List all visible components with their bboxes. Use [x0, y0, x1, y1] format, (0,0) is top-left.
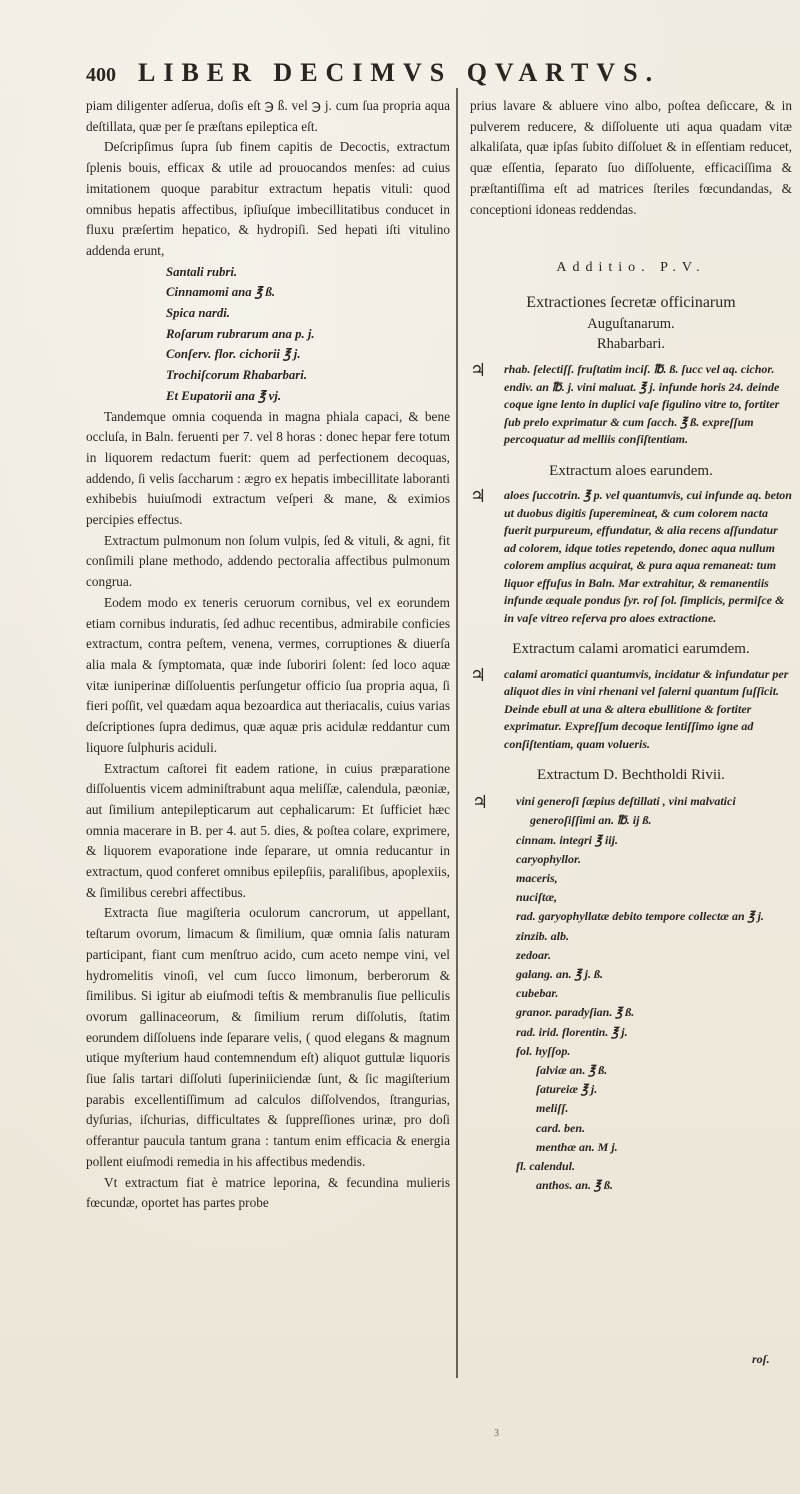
recipe-text: rhab. ſelectiſſ. fruſtatim inciſ. ℔. ß. ſucc vel aq. cichor. endiv. an ℔. j. vini maluat. ℥ j. infunde horis 24. deinde coque igne lento in duplici vaſe figulino vitre to, fortiter ſub prelo exprimatur & cum ſacch. ℥ ß. expreſſum percoquatur ad melliis conſiſtentiam.: [504, 362, 780, 447]
recipe-block: [470, 666, 792, 754]
recipe-line: rad. garyophyllatæ debito tempore collectæ an ℥ j.: [516, 909, 764, 924]
recipe-line: generoſiſſimi an. ℔. ij ß.: [530, 813, 652, 828]
paragraph: Eodem modo ex teneris ceruorum cornibus, vel ex eorundem etiam cornibus induratis, ſed adhuc recentibus, admirabile conficies extractum, contra peſtem, venena, vermes, corruptiones & diuerſa alia mala & ſymptomata, quæ inde ſuboriri ſolent: ſed loco aquæ vitæ iuniperinæ diſſoluentis perſungetur officio ſua propria aqua, ſi fieri poſſit, vel quædam aqua bezoardica aut theriacalis, cuius varias deſcriptiones ſupra dedimus, quæ aquæ pris acidulæ reddantur cum liquore ſulphuris aciduli.: [86, 594, 450, 755]
paragraph: Extracta ſiue magiſteria oculorum cancrorum, ut appellant, teſtarum ovorum, limacum & ſimilium, quæ omnia ſalis naturam participant, fiant cum menſtruo acido, cum aceto nempe vini, vel hydromelitis vinoſi, vel cum ſucco limonum, berberorum & ſimilibus. Si igitur ab eiuſmodi teſtis & membranulis ſiue pelliculis ovorum gallinaceorum, & ſimilium rerum diſſolutis, ſtatim eorundem diſſoluens inde ſeparare velis, ( quod elegans & magnum utique myſterium haud contemnendum eſt) aliquot guttulæ liquoris ſiue ſalis tartari diſſoluti ſuperiniiciendæ ſunt, & ſic magiſterium parabis excellentiſſimum ad calculos diſſolvendos, ſtrangurias, dyſurias, iſchurias, difficultates & ſuppreſſiones urinæ, pro doſi offerantur paucula tantum grana : tantum enim efficacia & energia pollent eiuſmodi remedia in his affectibus medendis.: [86, 905, 450, 1169]
ingredient-line: Santali rubri.: [166, 264, 238, 279]
recipe-line: granor. paradyſian. ℥ ß.: [516, 1005, 635, 1020]
ingredient-line: Conſerv. flor. cichorii ℥ j.: [166, 347, 301, 362]
recipe-line: galang. an. ℥ j. ß.: [516, 966, 603, 981]
catchword: roſ.: [752, 1352, 770, 1366]
ingredient-line: Spica nardi.: [166, 306, 230, 321]
recipe-line: cinnam. integri ℥ iij.: [516, 832, 618, 847]
paragraph: Extractum caſtorei fit eadem ratione, in cuius præparatione diſſoluentis vicem adminiſtrabunt aqua meliſſæ, calendula, pæoniæ, aut ſimilium antepilepticarum aut cephalicarum: Et ſufficiet hæc omnia macerare in B. per 4. aut 5. dies, & poſtea colare, exprimere, & liquorem evaporatione inde ſeparare, ut omnia reducantur in extractum, quod conferet omnibus epilepſiis, paraliſibus, apoplexiis, & ſimilibus cerebri affectibus.: [86, 760, 450, 900]
recipe-line: nuciſtæ,: [516, 890, 558, 905]
paragraph: piam diligenter adſerua, doſis eſt ℈ ß. vel ℈ j. cum ſua propria aqua deſtillata, quæ per ſe præſtans epileptica eſt.: [86, 98, 450, 134]
recipe-block: [470, 487, 792, 627]
section-title: Extractum aloes earundem.: [549, 462, 713, 479]
ingredient-line: Trochiſcorum Rhabarbari.: [166, 368, 308, 383]
recipe-sign-icon: ♃: [470, 486, 487, 507]
recipe-line: meliſſ.: [536, 1101, 569, 1116]
recipe-line: zinzib. alb.: [516, 928, 570, 943]
left-column: [86, 96, 450, 1214]
recipe-line: ſalviæ an. ℥ ß.: [536, 1062, 608, 1077]
section-title: Extractiones ſecretæ officinarum: [526, 293, 736, 311]
column-divider: [456, 88, 458, 1378]
recipe-text: aloes ſuccotrin. ℥ p. vel quantumvis, cui infunde aq. beton ut duobus digitis ſuperemineat, & cum colorem nacta fuerit purpureum, effundatur, & alia recens aſſundatur ad colorem, idque toties repetendo, donec aqua nullum colorem amplius acquirat, & pura aqua remaneat: tum liquor effuſus in Baln. Mar extrahitur, & remanentiis infunde æquale pondus ſyr. roſ ſol. ſimplicis, permiſce & in vaſe vitreo reſerva pro aloes extractione.: [504, 488, 792, 625]
ingredient-list: [166, 262, 450, 407]
recipe-line: ſatureiæ ℥ j.: [536, 1082, 598, 1097]
recipe-list: [470, 792, 792, 1195]
section-title: Extractum calami aromatici earumdem.: [512, 641, 750, 658]
ingredient-line: Cinnamomi ana ℥ ß.: [166, 285, 276, 300]
recipe-block: [470, 361, 792, 449]
paragraph: Vt extractum fiat è matrice leporina, & fecundina mulieris fœcundæ, oportet has partes probe: [86, 1174, 450, 1211]
page-header: [86, 58, 666, 98]
recipe-line: anthos. an. ℥ ß.: [536, 1178, 613, 1193]
recipe-line: fl. calendul.: [516, 1159, 575, 1173]
paragraph: Deſcripſimus ſupra ſub finem capitis de Decoctis, extractum ſplenis bouis, efficax & utile ad prouocandos menſes: ad cuius imitationem quoque parabitur extractum hepatis vituli: quod omnibus hepatis affectibus, ipſiuſque imbecillitatibus conducet in fluxu præſertim hepatico, & hydropiſi. Sed hepati iſti vitulino addenda erunt,: [86, 139, 450, 258]
right-column: [470, 96, 792, 1195]
recipe-line: rad. irid. florentin. ℥ j.: [516, 1024, 628, 1039]
section-title-continued: Auguſtanarum.: [587, 315, 675, 332]
section-title: Extractum D. Bechtholdi Rivii.: [537, 767, 725, 784]
recipe-line: fol. hyſſop.: [516, 1043, 571, 1058]
signature-mark: 3: [494, 1428, 499, 1439]
recipe-sign-icon: ♃: [470, 360, 487, 381]
recipe-sign-icon: ♃: [472, 792, 489, 813]
recipe-line: vini generoſi ſæpius deſtillati , vini malvatici: [516, 794, 736, 809]
paragraph: Tandemque omnia coquenda in magna phiala capaci, & bene occluſa, in Baln. feruenti per 7. vel 8 horas : donec hepar fere totum in liquorem redactum fuerit: quem ad perfectionem decoquas, addendo, ſi velis ſaccharum : ægro ex hepatis imbecillitate laboranti exhibebis huiuſmodi extractum veſperi & mane, & eximios percipies effectus.: [86, 408, 450, 528]
recipe-sign-icon: ♃: [470, 664, 487, 685]
recipe-text: calami aromatici quantumvis, incidatur & infundatur per aliquot dies in vini rhenani vel ſalerni quantum ſuſſicit. Deinde ebull at una & altera ebullitione & fortiter exprimatur. Expreſſum decoque lentiſſimo igne ad conſiſtentiam, quam volueris.: [504, 666, 789, 751]
ingredient-line: Roſarum rubrarum ana p. j.: [166, 326, 315, 341]
page-number: 400: [86, 64, 116, 86]
additio-heading: Additio. P.V.: [556, 260, 706, 276]
paragraph: prius lavare & abluere vino albo, poſtea deſiccare, & in pulverem reducere, & diſſoluente uti aqua quadam vitæ alkaliſata, quæ ipſas ſubito diſſoluet & in eſſentiam reducet, quæ eſſentia, ſeparato ſuo diſſoluente, efficaciſſima & præſtantiſſima eſt ad matrices ſteriles fœcundandas, & conceptioni idoneas reddendas.: [470, 98, 792, 217]
recipe-line: cubebar.: [516, 986, 559, 1001]
recipe-line: zedoar.: [516, 947, 552, 962]
running-title: LIBER DECIMVS QVARTVS.: [138, 58, 661, 87]
paragraph: Extractum pulmonum non ſolum vulpis, ſed & vituli, & agni, fit conſimili plane methodo, addendo pectoralia affectibus pulmonum congrua.: [86, 532, 450, 590]
recipe-line: maceris,: [516, 870, 558, 885]
ingredient-line: Et Eupatorii ana ℥ vj.: [166, 388, 282, 403]
recipe-line: menthæ an. M j.: [536, 1139, 618, 1154]
recipe-line: card. ben.: [536, 1120, 585, 1135]
recipe-line: caryophyllor.: [516, 851, 581, 866]
subsection-title: Rhabarbari.: [596, 336, 666, 353]
